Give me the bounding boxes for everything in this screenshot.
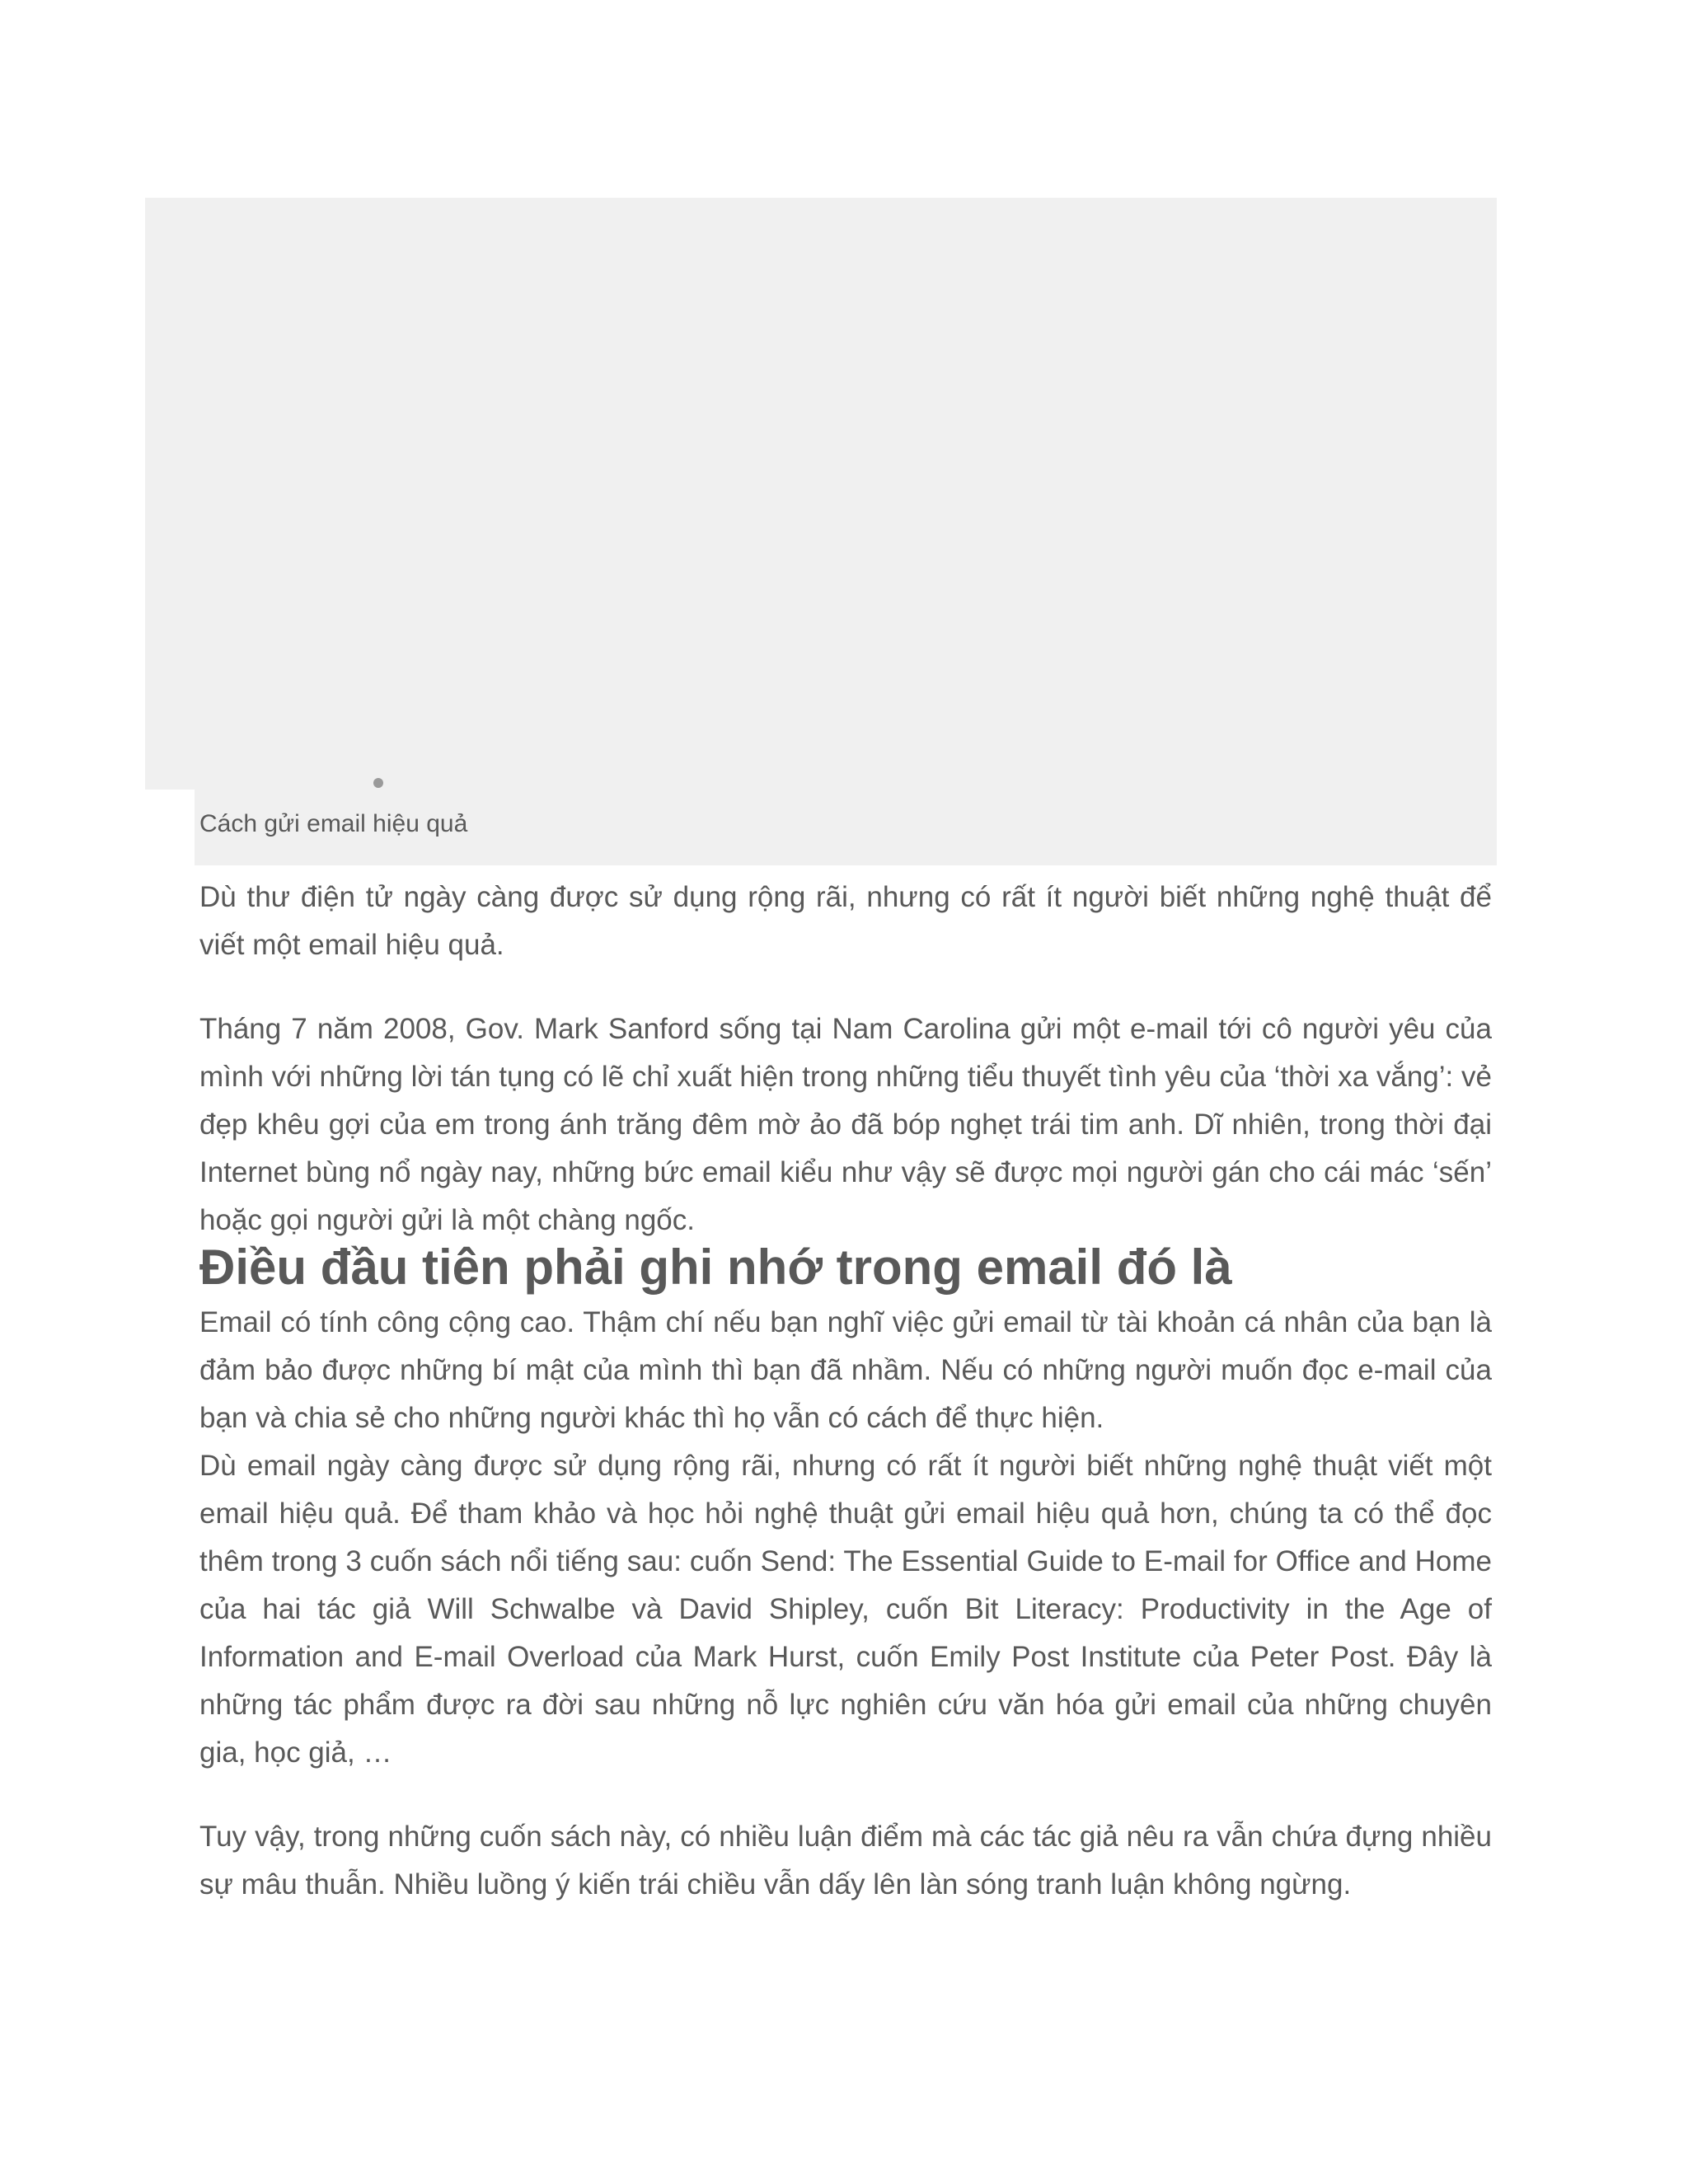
books-paragraph: Dù email ngày càng được sử dụng rộng rãi, nhưng có rất ít người biết những nghệ thuật viết một email hiệu quả. Để tham khảo và học hỏi nghệ thuật gửi email hiệu quả hơn, chúng ta có thể đọc thêm trong 3 cuốn sách nổi tiếng sau: cuốn Send: The Essential Guide to E-mail for Office and Home của hai tác giả Will Schwalbe và David Shipley, cuốn Bit Literacy: Productivity in the Age of Information and E-mail Overload của Mark Hurst, cuốn Emily Post Institute của Peter Post. Đây là những tác phẩm được ra đời sau những nỗ lực nghiên cứu văn hóa gửi email của những chuyên gia, học giả, … <box>199 1450 1492 1769</box>
story-paragraph: Tháng 7 năm 2008, Gov. Mark Sanford sống tại Nam Carolina gửi một e-mail tới cô người yêu của mình với những lời tán tụng có lẽ chỉ xuất hiện trong những tiểu thuyết tình yêu của ‘thời xa vắng’: vẻ đẹp khêu gợi của em trong ánh trăng đêm mờ ảo đã bóp nghẹt trái tim anh. Dĩ nhiên, trong thời đại Internet bùng nổ ngày nay, những bức email kiểu như vậy sẽ được mọi người gán cho cái mác ‘sến’ hoặc gọi người gửi là một chàng ngốc. <box>199 1013 1492 1236</box>
conclusion-paragraph: Tuy vậy, trong những cuốn sách này, có nhiều luận điểm mà các tác giả nêu ra vẫn chứa đựng nhiều sự mâu thuẫn. Nhiều luồng ý kiến trái chiều vẫn dấy lên làn sóng tranh luận không ngừng. <box>199 1821 1492 1900</box>
article-body <box>199 874 1492 1909</box>
bullet-dot-icon <box>373 778 383 788</box>
image-placeholder <box>145 198 1497 790</box>
figure-notch <box>145 790 195 865</box>
public-note-paragraph: Email có tính công cộng cao. Thậm chí nếu bạn nghĩ việc gửi email từ tài khoản cá nhân của bạn là đảm bảo được những bí mật của mình thì bạn đã nhầm. Nếu có những người muốn đọc e-mail của bạn và chia sẻ cho những người khác thì họ vẫn có cách để thực hiện. <box>199 1306 1492 1434</box>
image-caption: Cách gửi email hiệu quả <box>199 810 468 837</box>
section-heading: Điều đầu tiên phải ghi nhớ trong email đó là <box>199 1240 1232 1295</box>
intro-paragraph: Dù thư điện tử ngày càng được sử dụng rộng rãi, nhưng có rất ít người biết những nghệ thuật để viết một email hiệu quả. <box>199 881 1492 961</box>
